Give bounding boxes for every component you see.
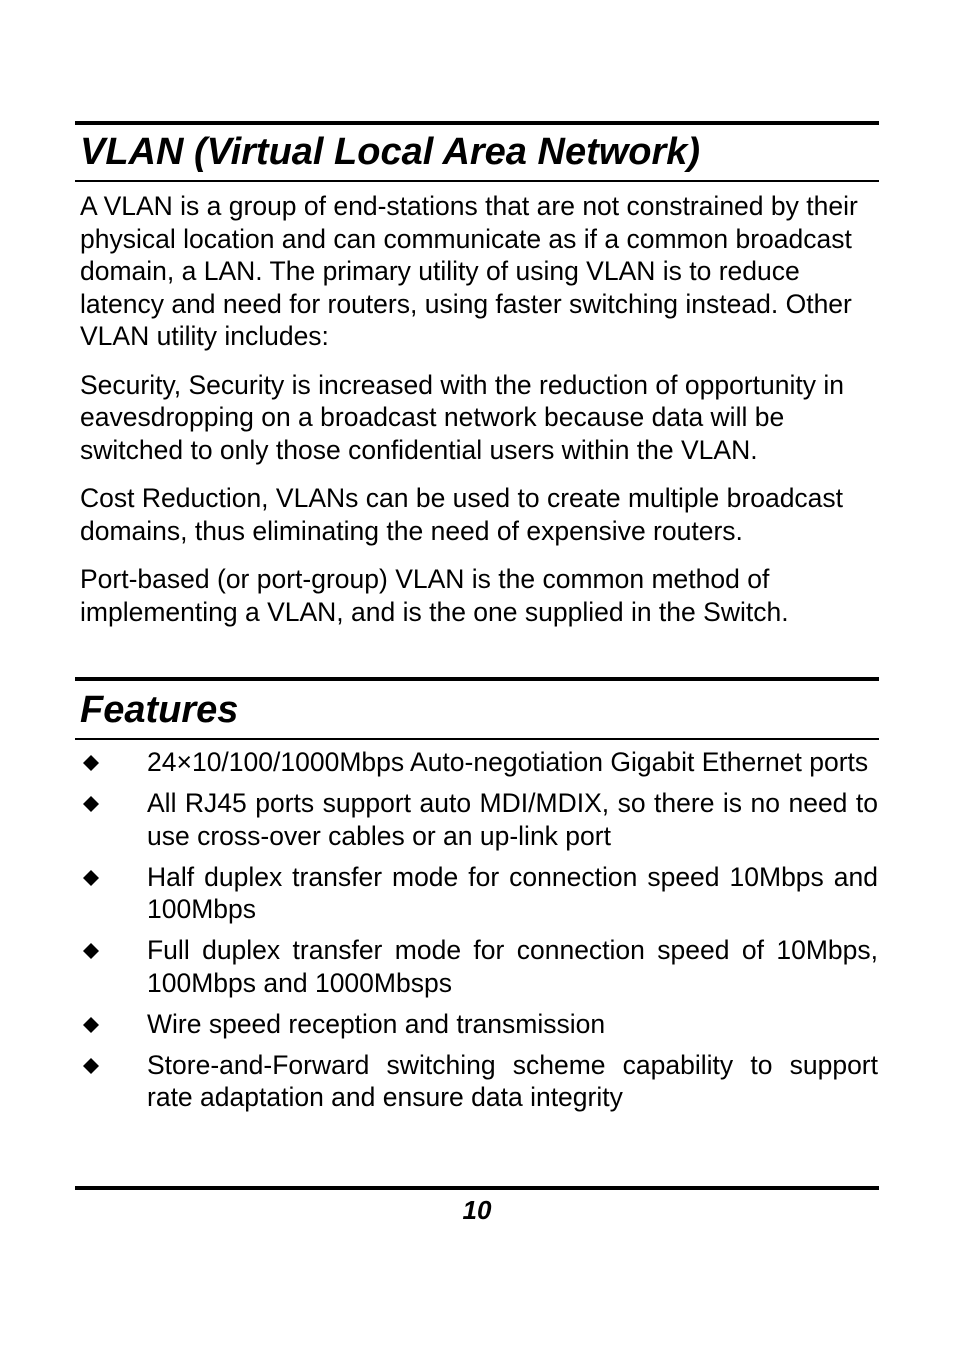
diamond-bullet-icon bbox=[83, 1058, 99, 1074]
diamond-bullet-icon bbox=[83, 796, 99, 812]
feature-text: Full duplex transfer mode for connection speed of 10Mbps, 100Mbps and 1000Mbsps bbox=[147, 935, 878, 998]
page-number: 10 bbox=[462, 1195, 492, 1225]
list-item bbox=[80, 746, 878, 779]
section-top-rule bbox=[75, 121, 879, 125]
feature-text: Store-and-Forward switching scheme capability to support rate adaptation and ensure data integrity bbox=[147, 1049, 878, 1112]
diamond-bullet-icon bbox=[83, 1017, 99, 1033]
list-item bbox=[80, 934, 878, 999]
vlan-paragraph: A VLAN is a group of end-stations that are not constrained by their physical location and can communicate as if a common broadcast domain, a LAN. The primary utility of using VLAN is to reduce latency and need for routers, using faster switching instead. Other VLAN utility includes: bbox=[80, 191, 858, 351]
list-item bbox=[80, 787, 878, 852]
feature-text: Half duplex transfer mode for connection speed 10Mbps and 100Mbps bbox=[147, 861, 878, 924]
feature-text: Wire speed reception and transmission bbox=[147, 1008, 606, 1039]
vlan-paragraph: Port-based (or port-group) VLAN is the common method of implementing a VLAN, and is the one supplied in the Switch. bbox=[80, 564, 789, 627]
list-item bbox=[80, 1008, 878, 1041]
footer-rule bbox=[75, 1186, 879, 1190]
heading-underline-rule bbox=[75, 738, 879, 740]
diamond-bullet-icon bbox=[83, 943, 99, 959]
list-item bbox=[80, 1049, 878, 1114]
list-item bbox=[80, 861, 878, 926]
features-list bbox=[80, 746, 878, 1122]
vlan-body bbox=[80, 190, 878, 644]
diamond-bullet-icon bbox=[83, 755, 99, 771]
feature-text: 24×10/100/1000Mbps Auto-negotiation Gigabit Ethernet ports bbox=[147, 747, 869, 777]
features-heading: Features bbox=[80, 689, 239, 731]
vlan-heading: VLAN (Virtual Local Area Network) bbox=[80, 131, 701, 173]
feature-text: All RJ45 ports support auto MDI/MDIX, so there is no need to use cross-over cables or an up-link port bbox=[147, 788, 878, 851]
heading-underline-rule bbox=[75, 180, 879, 182]
diamond-bullet-icon bbox=[83, 870, 99, 886]
vlan-paragraph: Security, Security is increased with the reduction of opportunity in eavesdropping on a broadcast network because data will be switched to only those confidential users within the VLAN. bbox=[80, 369, 844, 465]
vlan-paragraph: Cost Reduction, VLANs can be used to create multiple broadcast domains, thus eliminating the need of expensive routers. bbox=[80, 483, 844, 546]
section-top-rule bbox=[75, 677, 879, 681]
